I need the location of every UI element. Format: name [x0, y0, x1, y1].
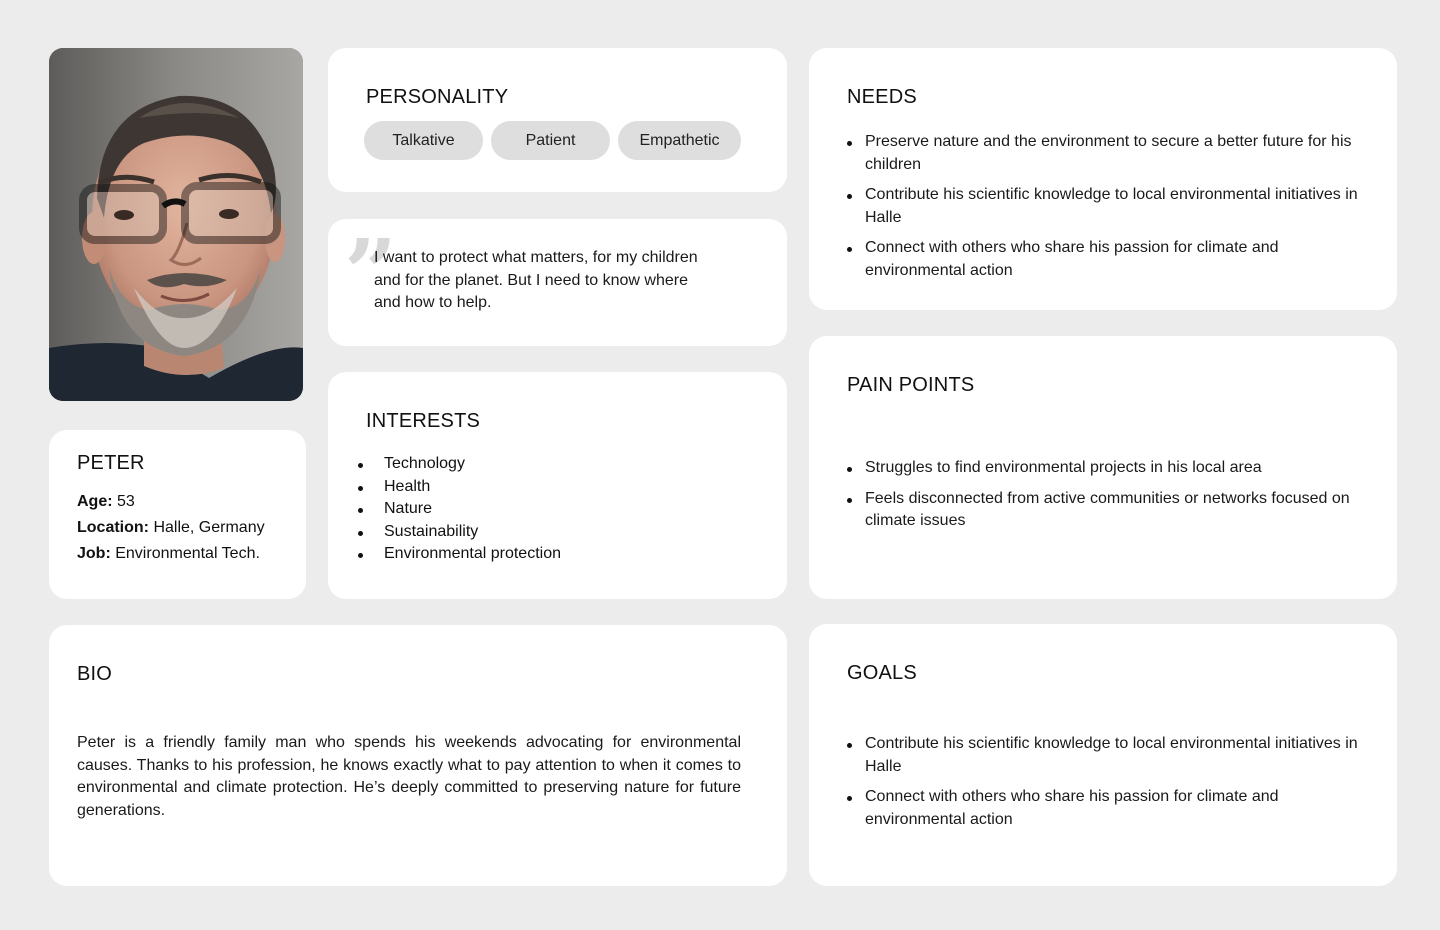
bio-card [49, 625, 787, 886]
interests-title: INTERESTS [366, 410, 481, 432]
personality-chip: Patient [491, 121, 610, 160]
quote-text: I want to protect what matters, for my children and for the planet. But I need to know where and how to help. [374, 249, 698, 311]
list-item: Preserve nature and the environment to secure a better future for his children [841, 131, 1375, 176]
goals-title: GOALS [847, 662, 917, 684]
list-item: Contribute his scientific knowledge to local environmental initiatives in Halle [841, 184, 1375, 229]
list-item: Connect with others who share his passion for climate and environmental action [841, 237, 1375, 282]
pain-points-title: PAIN POINTS [847, 374, 975, 396]
interests-card [328, 372, 787, 599]
goals-card [809, 624, 1397, 886]
personality-chip: Talkative [364, 121, 483, 160]
list-item: Sustainability [358, 521, 751, 544]
bio-title: BIO [77, 663, 113, 685]
profile-photo [49, 48, 303, 401]
personality-chip: Empathetic [618, 121, 741, 160]
goals-list [841, 733, 1377, 831]
quote-mark-icon: ” [344, 219, 397, 327]
pain-points-card [809, 336, 1397, 599]
quote-card [328, 219, 787, 346]
list-item: Struggles to find environmental projects in his local area [841, 457, 1377, 480]
job-row [77, 541, 278, 567]
bio-text: Peter is a friendly family man who spends his weekends advocating for environmental causes. Thanks to his profession, he knows exactly what to pay attention to when it comes to environmental and climate protection. He’s deeply committed to preserving nature for future generations. [77, 734, 741, 819]
needs-list [841, 131, 1375, 282]
age-row [77, 489, 278, 515]
interests-list [374, 453, 751, 566]
location-row [77, 515, 278, 541]
needs-title: NEEDS [847, 86, 917, 108]
list-item: Contribute his scientific knowledge to local environmental initiatives in Halle [841, 733, 1377, 778]
list-item: Nature [358, 498, 751, 521]
age-label: Age: [77, 493, 113, 510]
persona-name: PETER [77, 452, 145, 474]
needs-card [809, 48, 1397, 310]
personality-card [328, 48, 787, 192]
personality-title: PERSONALITY [366, 86, 509, 108]
list-item: Connect with others who share his passion for climate and environmental action [841, 786, 1377, 831]
list-item: Technology [358, 453, 751, 476]
profile-card [49, 430, 306, 599]
location-value: Halle, Germany [153, 519, 265, 536]
job-label: Job: [77, 545, 111, 562]
list-item: Health [358, 476, 751, 499]
age-value: 53 [117, 493, 135, 510]
job-value: Environmental Tech. [115, 545, 260, 562]
location-label: Location: [77, 519, 149, 536]
pain-points-list [841, 457, 1377, 533]
list-item: Feels disconnected from active communities or networks focused on climate issues [841, 488, 1377, 533]
list-item: Environmental protection [358, 543, 751, 566]
personality-chips [364, 121, 751, 160]
